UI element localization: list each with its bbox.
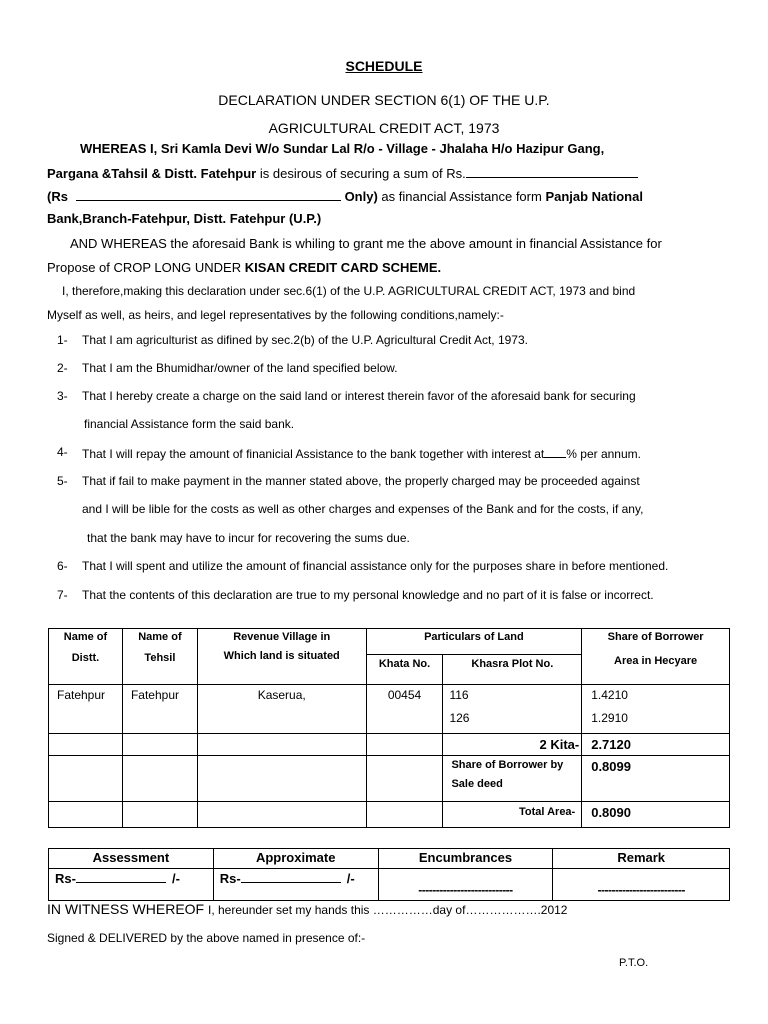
- kcc-scheme-text: KISAN CREDIT CARD SCHEME.: [244, 260, 442, 275]
- bank-name-text: Panjab National: [545, 189, 643, 204]
- header-remark: Remark: [553, 849, 730, 869]
- header-tehsil: [122, 629, 197, 685]
- condition-number: 7-: [57, 588, 68, 602]
- assistance-text: as financial Assistance form: [377, 189, 546, 204]
- header-text: Distt.: [71, 652, 100, 664]
- condition-number: 6-: [57, 559, 68, 573]
- header-text: Area in Hecyare: [614, 655, 698, 667]
- cell-empty: [197, 802, 366, 828]
- table-row: [49, 734, 730, 756]
- cell-khasra: [443, 685, 582, 734]
- table-row: [49, 685, 730, 734]
- total-area-label: Total Area-: [443, 802, 582, 828]
- and-whereas-line-1: AND WHEREAS the aforesaid Bank is whiling to grant me the above amount in financial Assistance for: [70, 236, 662, 251]
- header-text: Tehsil: [144, 652, 176, 664]
- rs-label: Rs-: [219, 871, 241, 886]
- act-subtitle: AGRICULTURAL CREDIT ACT, 1973: [268, 120, 500, 136]
- slash-label: /-: [346, 871, 355, 886]
- header-text: Share of Borrower: [607, 631, 704, 643]
- cell-empty: [366, 756, 443, 802]
- cell-village: Kaserua,: [197, 685, 366, 734]
- cell-empty: [366, 734, 443, 756]
- table-header-row: [49, 629, 730, 655]
- pargana-text: Pargana &Tahsil & Distt. Fatehpur: [47, 166, 257, 181]
- condition-text: That I hereby create a charge on the said land or interest therein favor of the aforesaid bank for securing: [82, 389, 636, 403]
- signed-line: Signed & DELIVERED by the above named in presence of:-: [47, 931, 366, 945]
- condition-number: 2-: [57, 361, 68, 375]
- condition-number: 3-: [57, 389, 68, 403]
- condition-text: That I am agriculturist as difined by sec.2(b) of the U.P. Agricultural Credit Act, 1973.: [82, 333, 528, 347]
- securing-text: is desirous of securing a sum of Rs.: [256, 166, 466, 181]
- whereas-line-3: [47, 188, 643, 204]
- cell-empty: [49, 756, 123, 802]
- header-distt: [49, 629, 123, 685]
- whereas-line-4: Bank,Branch-Fatehpur, Distt. Fatehpur (U.P.): [47, 211, 322, 226]
- header-encumbrances: Encumbrances: [378, 849, 553, 869]
- condition-number: 4-: [57, 445, 68, 459]
- slash-label: /-: [171, 871, 180, 886]
- cell-empty: [49, 802, 123, 828]
- cell-empty: [49, 734, 123, 756]
- condition-text: that the bank may have to incur for recovering the sums due.: [87, 531, 410, 545]
- area-value: 1.4210: [591, 688, 628, 702]
- cell-tehsil: Fatehpur: [122, 685, 197, 734]
- whereas-line-1: WHEREAS I, Sri Kamla Devi W/o Sundar Lal R/o - Village - Jhalaha H/o Hazipur Gang,: [80, 141, 605, 156]
- kita-label: 2 Kita-: [443, 734, 582, 756]
- condition-text: [82, 445, 641, 461]
- pto-label: P.T.O.: [619, 957, 649, 969]
- condition-text: financial Assistance form the said bank.: [84, 417, 295, 431]
- rs-open-text: (Rs: [47, 189, 68, 204]
- cell-empty: [122, 734, 197, 756]
- condition-text: That I am the Bhumidhar/owner of the land specified below.: [82, 361, 398, 375]
- remark-cell: -------------------------: [553, 869, 730, 901]
- header-khata: Khata No.: [366, 655, 443, 685]
- condition-text: and I will be lible for the costs as well as other charges and expenses of the Bank and for the costs, if any,: [82, 502, 644, 516]
- condition-text: That the contents of this declaration are true to my personal knowledge and no part of it is false or incorrect.: [82, 588, 654, 602]
- rs-label: Rs-: [55, 871, 76, 886]
- witness-text: I, hereunder set my hands this ……………day of……………….2012: [208, 903, 568, 917]
- condition-text: That I will spent and utilize the amount of financial assistance only for the purposes share in before mentioned.: [82, 559, 669, 573]
- approximate-cell: [213, 869, 378, 901]
- witness-heading: IN WITNESS WHEREOF: [47, 901, 208, 917]
- table-row: [49, 869, 730, 901]
- per-annum-text: % per annum.: [566, 447, 641, 461]
- kita-value: 2.7120: [582, 734, 730, 756]
- sale-deed-label: [443, 756, 582, 802]
- assessment-cell: [49, 869, 214, 901]
- only-text: Only): [340, 189, 378, 204]
- header-approximate: Approximate: [213, 849, 378, 869]
- land-particulars-table: [48, 628, 730, 828]
- declaration-subtitle: DECLARATION UNDER SECTION 6(1) OF THE U.P.: [218, 92, 550, 108]
- and-whereas-line-2: [47, 260, 441, 275]
- khasra-plot: 126: [449, 711, 470, 725]
- therefore-line-2: Myself as well, as heirs, and legel representatives by the following conditions,namely:-: [47, 308, 504, 322]
- header-share: [582, 629, 730, 685]
- document-title: SCHEDULE: [345, 58, 423, 74]
- cell-area: [582, 685, 730, 734]
- cell-distt: Fatehpur: [49, 685, 123, 734]
- total-area-value: 0.8090: [582, 802, 730, 828]
- crop-loan-text: Propose of CROP LONG UNDER: [47, 260, 245, 275]
- cell-empty: [197, 734, 366, 756]
- condition-text: That if fail to make payment in the manner stated above, the properly charged may be proceeded against: [82, 474, 640, 488]
- approximate-blank: [241, 870, 341, 883]
- cell-empty: [122, 802, 197, 828]
- assessment-table: [48, 848, 730, 901]
- interest-blank: [544, 445, 566, 458]
- header-khasra: Khasra Plot No.: [443, 655, 582, 685]
- table-row: [49, 802, 730, 828]
- sale-label-text: Sale deed: [451, 778, 503, 790]
- header-text: Revenue Village in: [233, 631, 331, 643]
- condition-number: 1-: [57, 333, 68, 347]
- whereas-line-2: [47, 165, 638, 181]
- assessment-blank: [76, 870, 166, 883]
- therefore-line-1: I, therefore,making this declaration under sec.6(1) of the U.P. AGRICULTURAL CREDIT ACT, 1973 and bind: [62, 284, 636, 298]
- encumbrances-cell: ---------------------------: [378, 869, 553, 901]
- condition-number: 5-: [57, 474, 68, 488]
- header-particulars: Particulars of Land: [366, 629, 582, 655]
- header-village: [197, 629, 366, 685]
- cell-khata: 00454: [366, 685, 443, 734]
- amount-blank: [466, 165, 638, 178]
- cell-empty: [197, 756, 366, 802]
- interest-text: That I will repay the amount of finanicial Assistance to the bank together with interest at: [82, 447, 545, 461]
- header-text: Which land is situated: [223, 650, 340, 662]
- cell-empty: [366, 802, 443, 828]
- area-value: 1.2910: [591, 711, 628, 725]
- header-assessment: Assessment: [49, 849, 214, 869]
- table-header-row: [49, 849, 730, 869]
- amount-words-blank: [76, 188, 341, 201]
- khasra-plot: 116: [449, 688, 469, 702]
- header-text: Name of: [138, 631, 182, 643]
- cell-empty: [122, 756, 197, 802]
- witness-line: [47, 901, 567, 917]
- table-row: [49, 756, 730, 802]
- sale-label-text: Share of Borrower by: [451, 759, 564, 771]
- header-text: Name of: [63, 631, 108, 643]
- sale-deed-value: 0.8099: [582, 756, 730, 802]
